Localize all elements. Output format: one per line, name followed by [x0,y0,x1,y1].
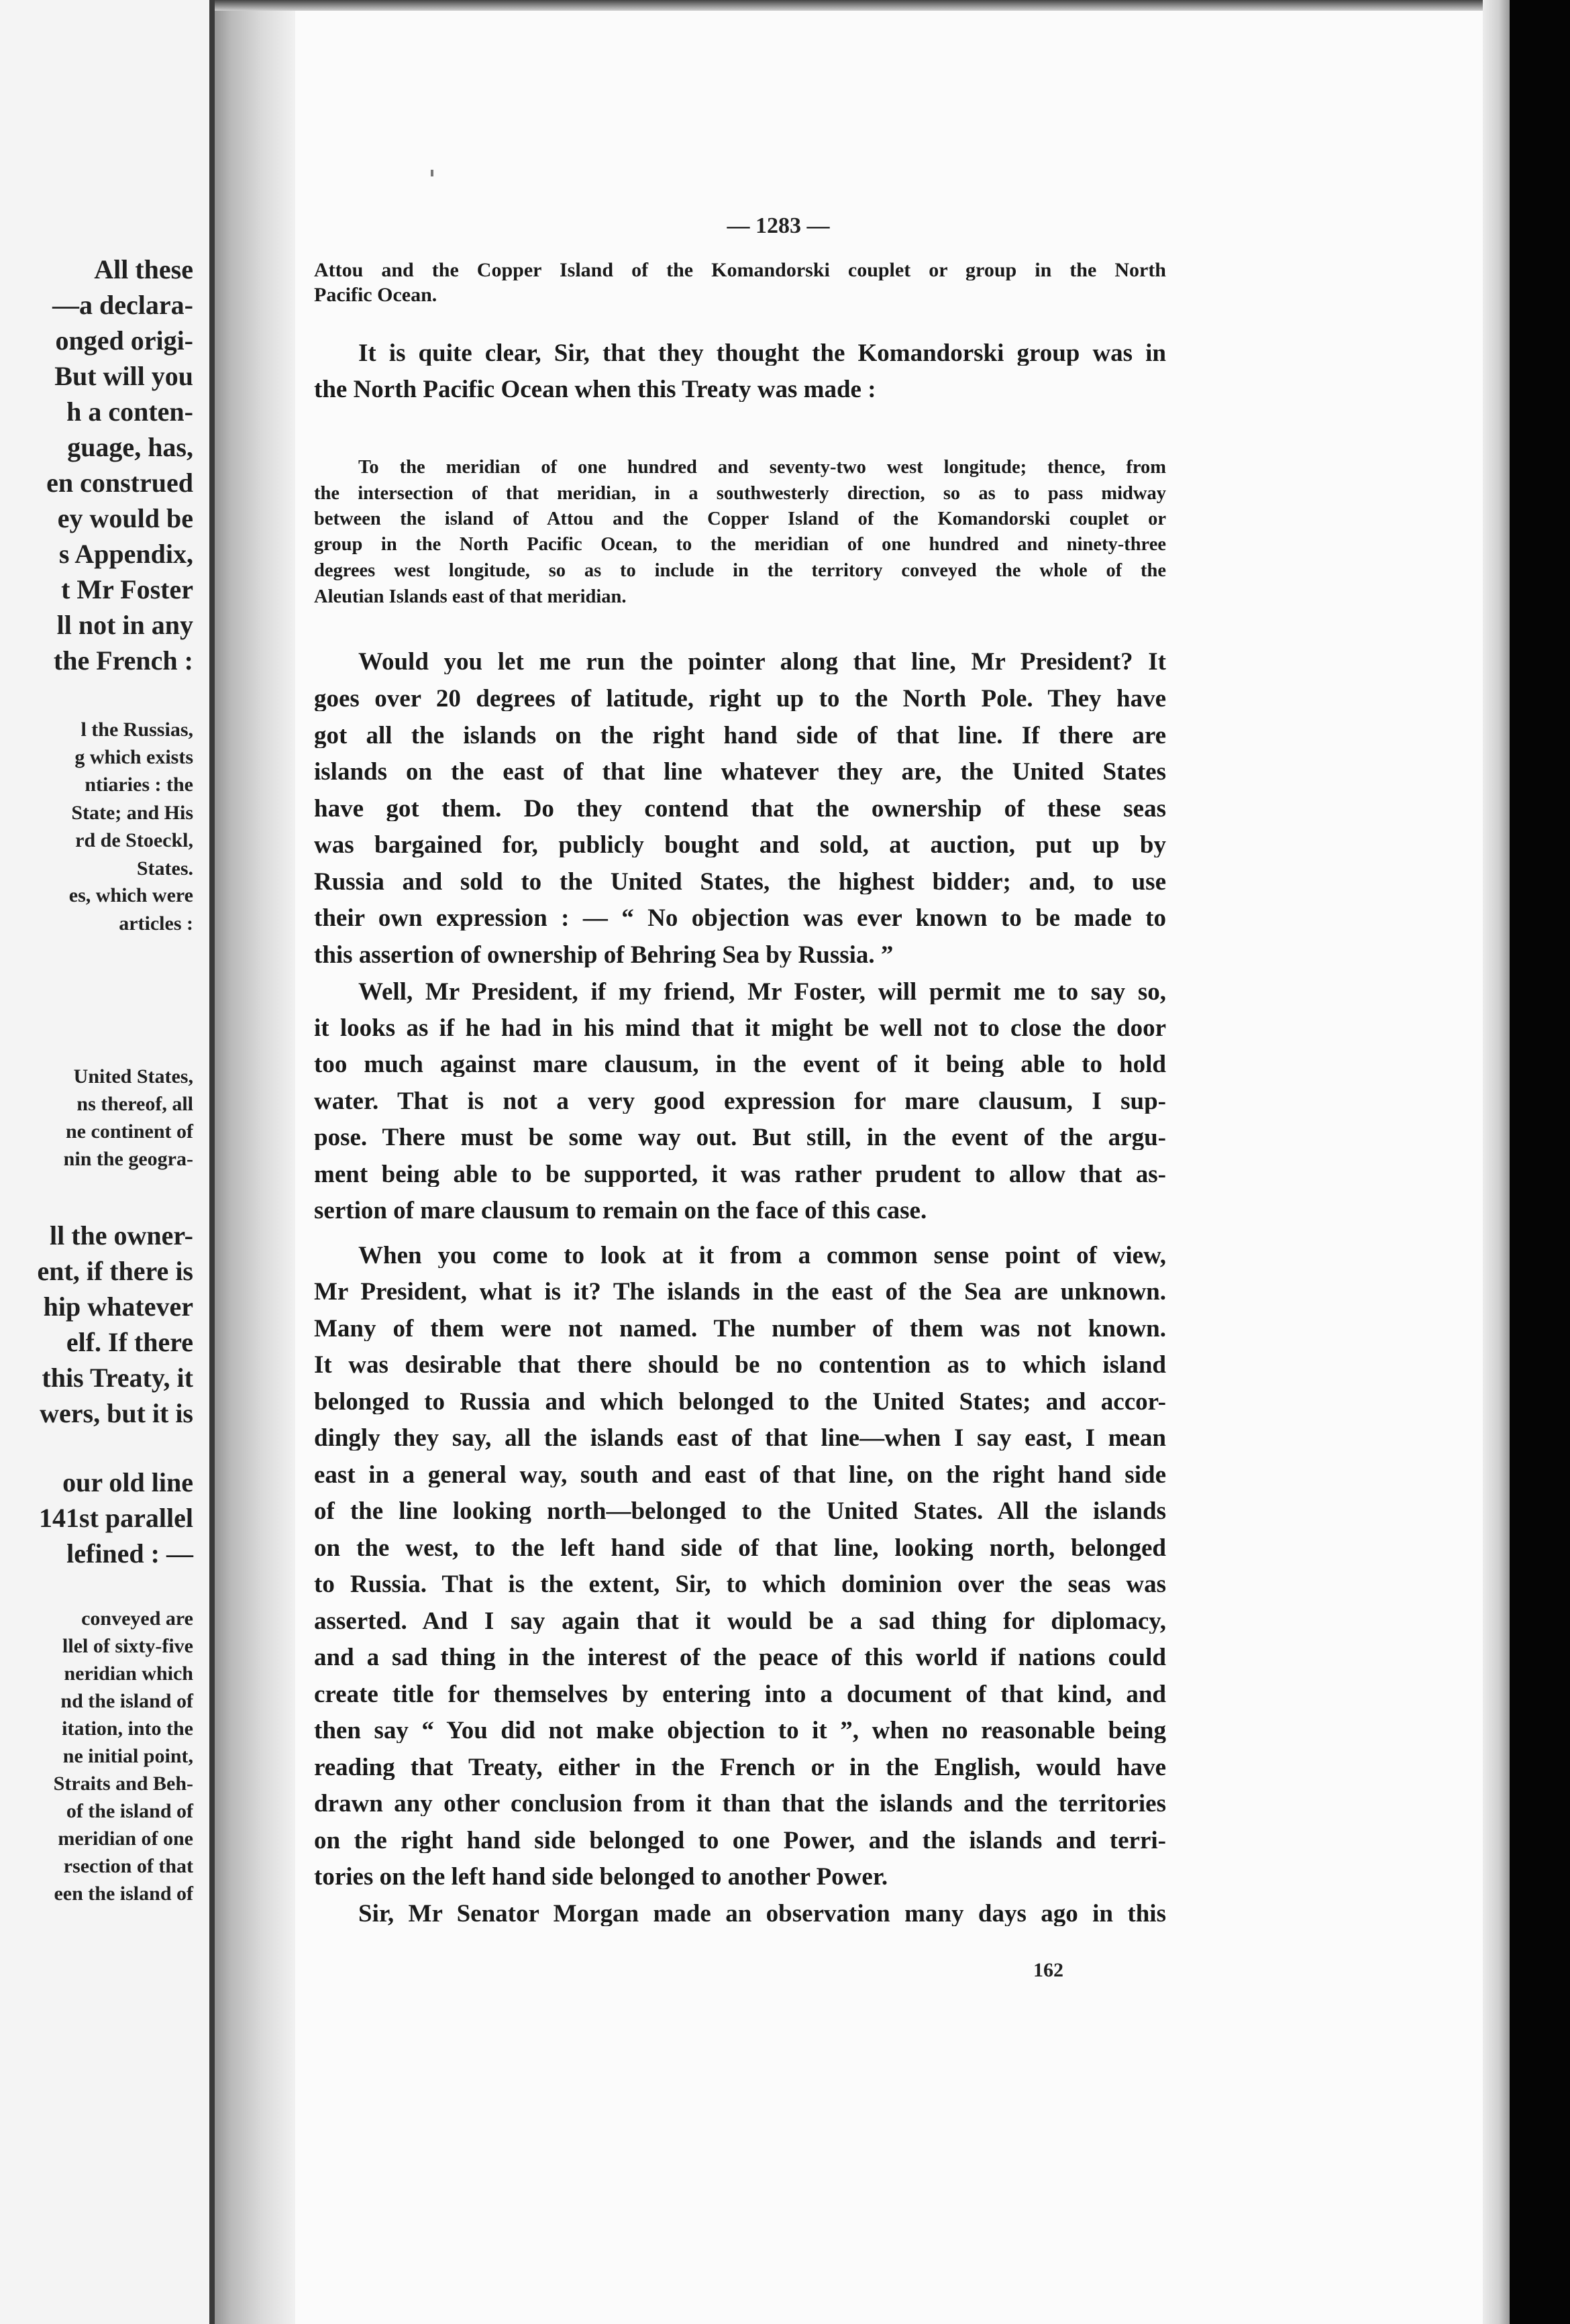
body-line: Many of them were not named. The number of them was not known. [314,1316,1166,1341]
left-page-fragment: United States, [73,1065,193,1088]
left-page-fragment: Straits and Beh- [53,1773,193,1795]
left-page-fragment: l the Russias, [81,719,193,741]
body-line: islands on the east of that line whatever they are, the United States [314,759,1166,784]
left-page-fragment: ll not in any [56,610,193,640]
left-page-fragment: hip whatever [43,1291,193,1322]
body-line: reading that Treaty, either in the French or in the English, would have [314,1755,1166,1780]
body-line: on the west, to the left hand side of that line, looking north, belonged [314,1536,1166,1561]
left-page-fragment: ne continent of [66,1120,193,1143]
left-page-fragment: our old line [62,1467,193,1497]
left-page-fragment: es, which were [68,884,193,906]
left-page-fragment: nin the geogra- [63,1148,193,1170]
body-line: east in a general way, south and east of that line, on the right hand side [314,1463,1166,1487]
body-line: goes over 20 degrees of latitude, right up to the North Pole. They have [314,686,1166,711]
left-page-fragment: articles : [119,912,193,935]
body-line: When you come to look at it from a common sense point of view, [358,1243,1166,1268]
left-page-fragment: neridian which [64,1662,193,1685]
left-page-fragment: conveyed are [81,1607,193,1630]
continued-quote-line: Attou and the Copper Island of the Komandorski couplet or group in the North [314,260,1166,280]
left-page-fragment: States. [136,857,193,880]
body-line: on the right hand side belonged to one Power, and the islands and terri- [314,1828,1166,1853]
left-page-fragment: g which exists [74,746,193,768]
left-page-fragment: All these [94,254,193,284]
left-page-fragment: s Appendix, [58,539,193,569]
quote-line: between the island of Attou and the Copper Island of the Komandorski couplet or [314,510,1166,529]
page-fore-edge [1483,0,1510,2324]
left-page-fragment: ns thereof, all [76,1093,193,1115]
left-page-fragment: rsection of that [63,1855,193,1877]
body-line: Mr President, what is it? The islands in the east of the Sea are unknown. [314,1279,1166,1304]
left-page-fragment: ntiaries : the [85,774,193,796]
body-line: Sir, Mr Senator Morgan made an observation many days ago in this [358,1901,1166,1926]
left-page-fragment: of the island of [66,1800,193,1822]
left-page-fragment: een the island of [54,1883,193,1905]
left-page-fragment: h a conten- [66,397,193,427]
left-page-fragment: en construed [46,468,193,498]
left-page-fragment: ne initial point, [62,1745,193,1767]
body-line: their own expression : — “ No objection was ever known to be made to [314,906,1166,931]
body-line: It was desirable that there should be no contention as to which island [314,1353,1166,1377]
body-line: belonged to Russia and which belonged to the United States; and accor- [314,1389,1166,1414]
body-line: Russia and sold to the United States, the highest bidder; and, to use [314,869,1166,894]
body-line: drawn any other conclusion from it than that the islands and the territories [314,1791,1166,1816]
body-line: and a sad thing in the interest of the peace of this world if nations could [314,1645,1166,1670]
body-line: then say “ You did not make objection to it ”, when no reasonable being [314,1718,1166,1743]
left-page-fragment: 141st parallel [39,1503,193,1533]
left-page-fragment: ey would be [57,503,193,533]
left-page-fragment: ent, if there is [37,1256,193,1286]
quote-line: degrees west longitude, so as to include in the territory conveyed the whole of the [314,562,1166,581]
left-page-fragment: itation, into the [62,1718,193,1740]
left-page-fragment: State; and His [71,802,193,824]
left-page-fragment: ll the owner- [49,1220,193,1251]
left-page-fragment: lefined : — [66,1538,193,1569]
left-page-fragment: rd de Stoeckl, [75,829,193,851]
body-line: tories on the left hand side belonged to another Power. [314,1864,888,1889]
left-page-fragment: But will you [54,361,193,391]
left-page-fragment: guage, has, [67,432,193,462]
body-line: of the line looking north—belonged to the United States. All the islands [314,1499,1166,1524]
body-line: dingly they say, all the islands east of that line—when I say east, I mean [314,1426,1166,1450]
continued-quote-line: Pacific Ocean. [314,285,437,305]
gutter-edge [209,0,215,2324]
left-page-fragment: onged origi- [55,325,193,356]
page-number: — 1283 — [727,213,830,238]
left-page-fragment: llel of sixty-five [62,1635,193,1657]
quote-line: To the meridian of one hundred and seventy-two west longitude; thence, from [358,458,1166,478]
signature-mark: 162 [1033,1959,1063,1981]
body-line: was bargained for, publicly bought and sold, at auction, put up by [314,833,1166,857]
body-line: have got them. Do they contend that the ownership of these seas [314,796,1166,821]
left-page-fragment: meridian of one [58,1828,193,1850]
left-page-fragment: —a declara- [52,290,193,320]
body-line: got all the islands on the right hand side of that line. If there are [314,723,1166,748]
left-page-fragment: this Treaty, it [42,1363,193,1393]
body-line: Well, Mr President, if my friend, Mr Foster, will permit me to say so, [358,980,1166,1004]
body-line: too much against mare clausum, in the event of it being able to hold [314,1052,1166,1077]
body-line: ment being able to be supported, it was rather prudent to allow that as- [314,1162,1166,1187]
body-line: the North Pacific Ocean when this Treaty was made : [314,377,876,402]
body-line: water. That is not a very good expression for mare clausum, I sup- [314,1089,1166,1114]
left-page-fragment: elf. If there [66,1327,193,1357]
body-line: pose. There must be some way out. But still, in the event of the argu- [314,1125,1166,1150]
left-page-fragment: nd the island of [60,1690,193,1712]
body-line: it looks as if he had in his mind that it might be well not to close the door [314,1016,1166,1041]
left-facing-page [0,0,213,2324]
book-gutter-shadow [209,0,295,2324]
scan-border [1510,0,1570,2324]
quote-line: group in the North Pacific Ocean, to the meridian of one hundred and ninety-three [314,535,1166,555]
body-line: create title for themselves by entering into a document of that kind, and [314,1682,1166,1707]
body-line: this assertion of ownership of Behring Sea by Russia. ” [314,943,894,967]
body-line: to Russia. That is the extent, Sir, to which dominion over the seas was [314,1572,1166,1597]
left-page-fragment: wers, but it is [40,1398,193,1428]
left-page-fragment: the French : [53,645,193,676]
body-line: asserted. And I say again that it would be a sad thing for diplomacy, [314,1609,1166,1634]
quote-line: Aleutian Islands east of that meridian. [314,588,627,607]
body-line: Would you let me run the pointer along that line, Mr President? It [358,649,1166,674]
left-page-fragment: t Mr Foster [61,574,193,604]
quote-line: the intersection of that meridian, in a southwesterly direction, so as to pass midway [314,484,1166,504]
body-line: It is quite clear, Sir, that they thought the Komandorski group was in [358,341,1166,366]
body-line: sertion of mare clausum to remain on the face of this case. [314,1198,927,1223]
